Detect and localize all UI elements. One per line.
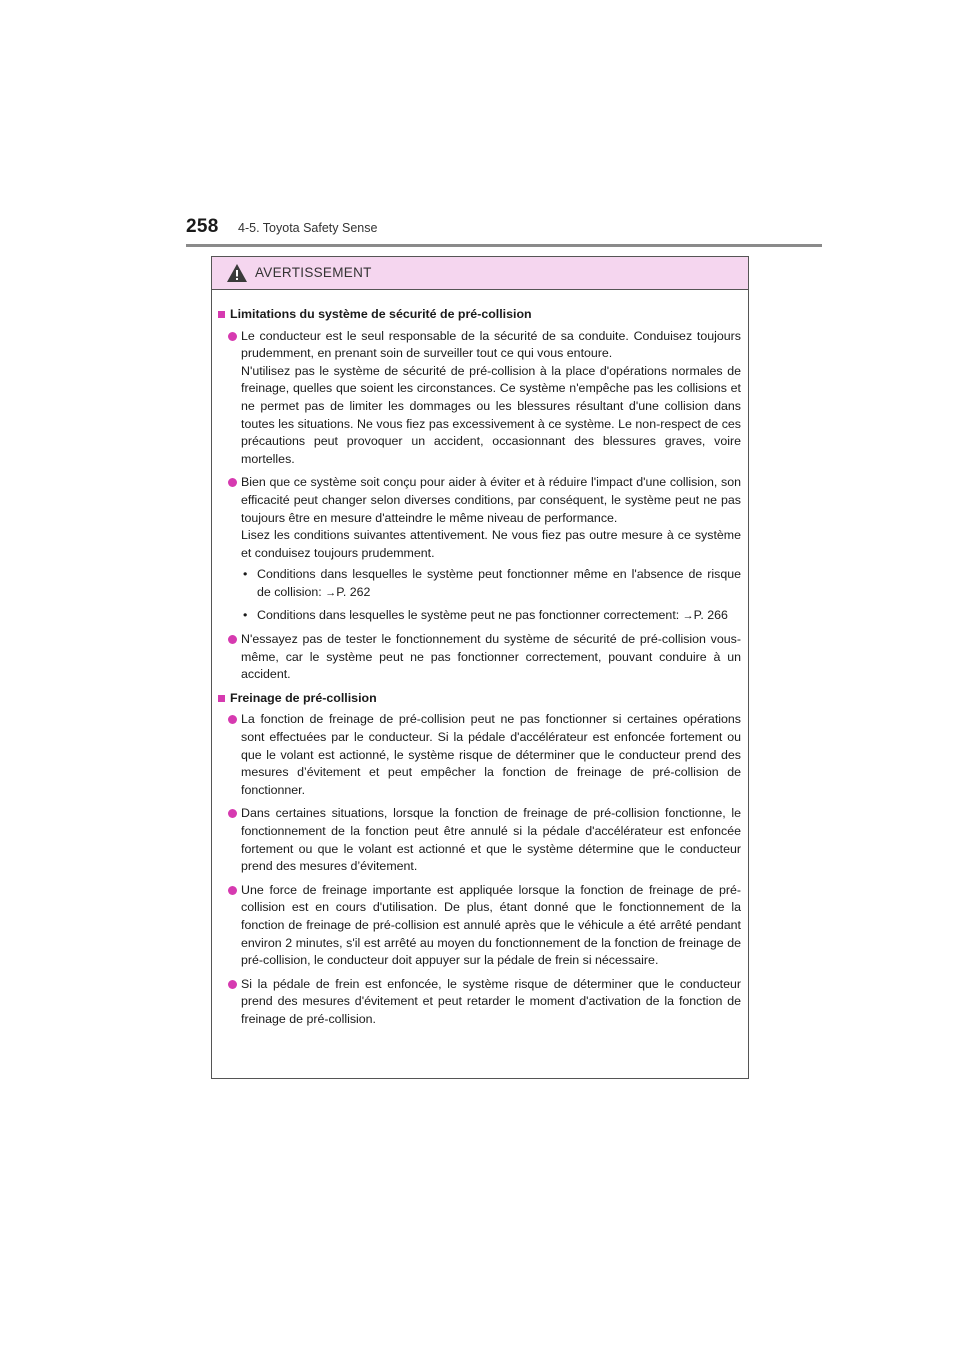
paragraph: Bien que ce système soit conçu pour aider à éviter et à réduire l'impact d'une collision, son efficacité peut changer selon diverses conditions, par conséquent, le système peut ne pas toujours être en mesure d'atteindre le même niveau de performance.: [241, 475, 741, 525]
sub-bullet: •: [243, 607, 248, 622]
circle-bullet-icon: [228, 980, 237, 989]
warning-triangle-icon: [226, 263, 248, 283]
list-item: [218, 805, 741, 875]
paragraph: Lisez les conditions suivantes attentivement. Ne vous fiez pas outre mesure à ce système et conduisez toujours prudemment.: [241, 528, 741, 560]
circle-bullet-icon: [228, 332, 237, 341]
section-heading-text: Limitations du système de sécurité de pré-collision: [230, 307, 532, 321]
sub-bullet: •: [243, 567, 248, 582]
circle-bullet-icon: [228, 809, 237, 818]
sub-item: [241, 607, 741, 626]
list-item: [218, 882, 741, 970]
page-number: 258: [186, 216, 219, 237]
list-item: [218, 474, 741, 625]
section-heading: [218, 306, 741, 324]
section-heading-text: Freinage de pré-collision: [230, 690, 377, 705]
list-item: [218, 711, 741, 799]
section-title: 4-5. Toyota Safety Sense: [238, 221, 378, 235]
page-reference-link[interactable]: P. 266: [693, 607, 728, 622]
arrow-right-icon: →: [325, 586, 337, 599]
circle-bullet-icon: [228, 715, 237, 724]
page-reference-link[interactable]: P. 262: [336, 584, 371, 599]
page-header: [186, 216, 822, 248]
paragraph: Une force de freinage importante est appliquée lorsque la fonction de freinage de pré-collision est en cours d'utilisation. De plus, étant donné que le fonctionnement de la fonction de freinage de pré-collision est annulé après que le véhicule a été arrêté pendant environ 2 minutes, s'il est arrêté au moyen du fonctionnement de la fonction de freinage de pré-collision, le conducteur doit appuyer sur la pédale de frein si nécessaire.: [241, 882, 741, 968]
section-heading: [218, 690, 741, 708]
list-item: [218, 328, 741, 469]
warning-body: [212, 290, 748, 1029]
sub-item-text: Conditions dans lesquelles le système peut ne pas fonctionner correctement:: [257, 607, 680, 622]
circle-bullet-icon: [228, 478, 237, 487]
warning-title: AVERTISSEMENT: [255, 265, 372, 280]
arrow-right-icon: →: [682, 609, 694, 622]
circle-bullet-icon: [228, 635, 237, 644]
warning-header: [212, 257, 748, 290]
square-bullet-icon: [218, 311, 225, 318]
paragraph: N'essayez pas de tester le fonctionnement du système de sécurité de pré-collision vous-même, car le système peut ne pas fonctionner correctement, pouvant conduire à un accident.: [241, 632, 741, 682]
paragraph: Le conducteur est le seul responsable de la sécurité de sa conduite. Conduisez toujours prudemment, en prenant soin de surveiller tout ce qui vous entoure.: [241, 328, 741, 361]
header-rule: [186, 244, 822, 247]
sub-item: [241, 566, 741, 602]
warning-box: [211, 256, 749, 1079]
circle-bullet-icon: [228, 886, 237, 895]
paragraph: N'utilisez pas le système de sécurité de pré-collision à la place d'opérations normales de freinage, quelles que soient les circonstances. Ce système n'empêche pas les collisions et ne permet pas de limiter les dommages ou les blessures résultant d'une collision dans toutes les situations. Ne vous fiez pas excessivement à ce système. Le non-respect de ces précautions peut provoquer un accident, occasionnant des blessures graves, voire mortelles.: [241, 363, 741, 466]
list-item: [218, 976, 741, 1029]
sub-item-text: Conditions dans lesquelles le système peut fonctionner même en l'absence de risque de collision:: [257, 567, 741, 599]
paragraph: La fonction de freinage de pré-collision peut ne pas fonctionner si certaines opérations sont effectuées par le conducteur. Si la pédale d'accélérateur est enfoncée fortement ou que le volant est actionné, le système risque de déterminer que le conducteur prend des mesures d’évitement et peut empêcher la fonction de freinage de pré-collision de fonctionner.: [241, 712, 741, 797]
square-bullet-icon: [218, 695, 225, 702]
paragraph: Dans certaines situations, lorsque la fonction de freinage de pré-collision fonctionne, le fonctionnement de la fonction peut être annulé si la pédale d'accélérateur est enfoncée fortement ou que le volant est actionné et que le système détermine que le conducteur prend des mesures d’évitement.: [241, 806, 741, 874]
paragraph: Si la pédale de frein est enfoncée, le système risque de déterminer que le conducteur prend des mesures d'évitement et peut retarder le moment d'activation de la fonction de freinage de pré-collision.: [241, 976, 741, 1026]
list-item: [218, 631, 741, 684]
